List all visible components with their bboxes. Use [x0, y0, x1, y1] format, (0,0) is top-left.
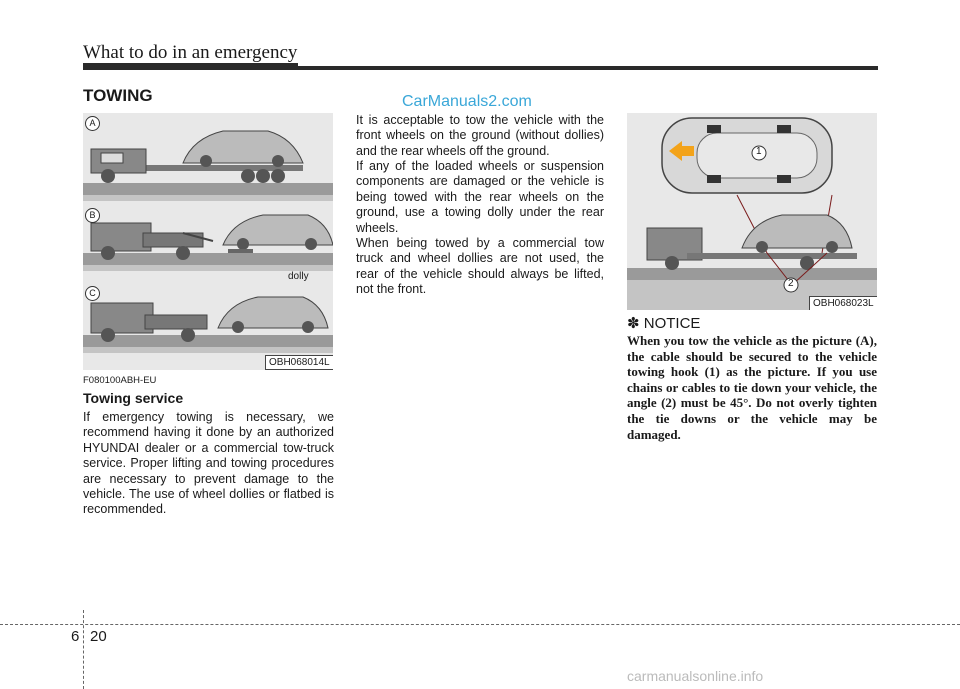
watermark-text: CarManuals2.com: [402, 93, 532, 110]
figure-code-label: OBH068023L: [809, 296, 877, 310]
notice-heading-label: NOTICE: [643, 315, 701, 332]
section-heading: TOWING: [83, 86, 153, 105]
reference-code: F080100ABH-EU: [83, 375, 157, 386]
dolly-label: dolly: [288, 271, 309, 282]
tie-down-illustration: [627, 113, 877, 310]
towing-service-paragraph: If emergency towing is necessary, we recommend having it done by an authorized HYUNDAI dealer or a commercial tow-truck service. Proper lifting and towing procedures are necessary to prevent damage to the vehicle. The use of wheel dollies or flatbed is recommended.: [83, 410, 334, 517]
paragraph-commercial-tow: When being towed by a commercial tow truck and wheel dollies are not used, the rear of the vehicle should always be lifted, not the front.: [356, 236, 604, 297]
chapter-number: 6: [71, 628, 80, 645]
page-number: 20: [90, 628, 107, 645]
footer-watermark: carmanualsonline.info: [627, 668, 764, 684]
towing-service-heading: Towing service: [83, 390, 184, 406]
callout-2: 2: [788, 278, 794, 289]
paragraph-damaged-wheels: If any of the loaded wheels or suspension components are damaged or the vehicle is being towed with the rear wheels on the ground, use a towing dolly under the rear wheels.: [356, 159, 604, 235]
notice-icon: ✽: [627, 315, 640, 332]
method-b-marker: B: [85, 208, 100, 223]
notice-heading: [627, 314, 700, 332]
footer-divider: [83, 610, 84, 689]
towing-methods-figure: [83, 113, 333, 370]
notice-body: When you tow the vehicle as the picture (A), the cable should be secured to the vehicle towing hook (1) as the picture. If you use chains or cables to tie down your vehicle, the angle (2) must be 45°. Do not overly tighten the tie downs or the vehicle may be damaged.: [627, 333, 877, 442]
footer-rule: [0, 624, 960, 625]
tie-down-figure: [627, 113, 877, 310]
header-rule: [83, 66, 878, 70]
callout-1: 1: [756, 146, 762, 157]
paragraph-front-wheels: It is acceptable to tow the vehicle with the front wheels on the ground (without dollies) and the rear wheels off the ground.: [356, 113, 604, 158]
method-a-marker: A: [85, 116, 100, 131]
method-c-marker: C: [85, 286, 100, 301]
towing-methods-illustration: [83, 113, 333, 370]
figure-code-label: OBH068014L: [265, 355, 333, 370]
page-header-title: What to do in an emergency: [83, 42, 298, 63]
